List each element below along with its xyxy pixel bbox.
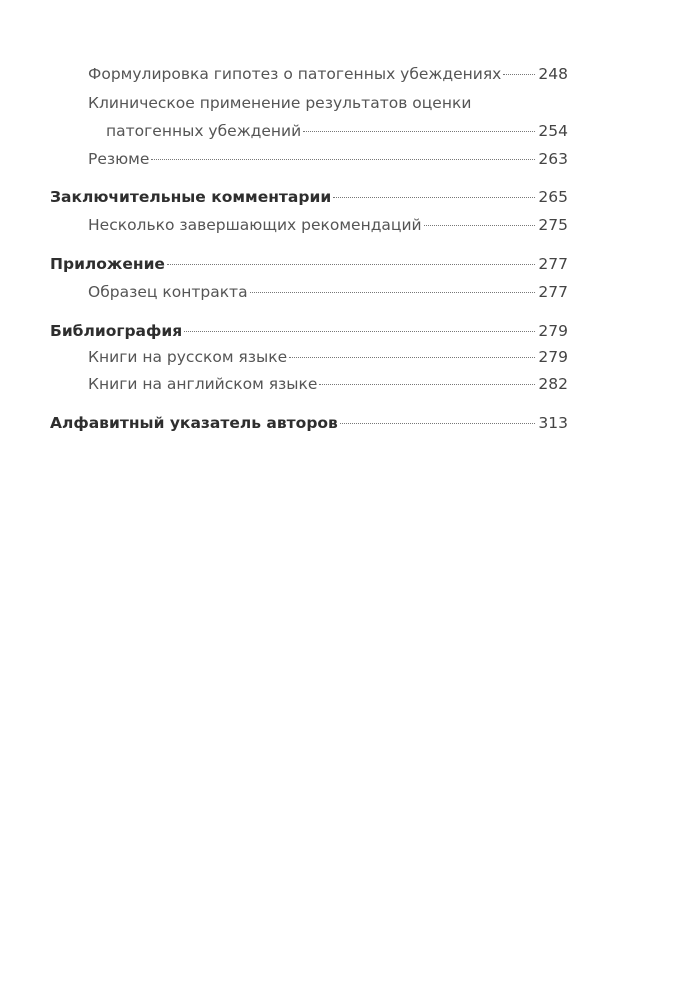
- toc-entry-title: Образец контракта: [88, 283, 248, 301]
- toc-page-number: 275: [538, 216, 568, 234]
- toc-entry-title: Несколько завершающих рекомендаций: [88, 216, 422, 234]
- toc-page-number: 313: [538, 414, 568, 432]
- toc-page-number: 263: [538, 150, 568, 168]
- toc-entry: [88, 214, 568, 236]
- dot-leader: [250, 292, 536, 293]
- toc-section-title: Библиография: [50, 322, 183, 340]
- toc-entry-title: Книги на английском языке: [88, 375, 318, 393]
- toc-entry: [106, 120, 568, 142]
- toc-section-title: Приложение: [50, 255, 165, 273]
- toc-entry: [88, 148, 568, 170]
- toc-page-number: 279: [538, 322, 568, 340]
- dot-leader: [289, 357, 535, 358]
- toc-section-entry: [50, 412, 568, 434]
- dot-leader: [167, 264, 535, 265]
- toc-entry-title-line1: Клиническое применение результатов оценки: [88, 94, 472, 112]
- toc-section-entry: [50, 186, 568, 208]
- toc-entry: [88, 346, 568, 368]
- dot-leader: [184, 331, 535, 332]
- toc-entry-title: Книги на русском языке: [88, 348, 288, 366]
- toc-section-title: Алфавитный указатель авторов: [50, 414, 338, 432]
- toc-section-entry: [50, 253, 568, 275]
- toc-page-number: 248: [538, 65, 568, 83]
- toc-entry-title: Формулировка гипотез о патогенных убеждениях: [88, 65, 502, 83]
- toc-page-number: 277: [538, 283, 568, 301]
- toc-page-number: 277: [538, 255, 568, 273]
- toc-entry-title-line2: патогенных убеждений: [106, 122, 302, 140]
- toc-entry: [88, 63, 568, 85]
- toc-entry: [88, 281, 568, 303]
- dot-leader: [340, 423, 536, 424]
- toc-entry: [88, 373, 568, 395]
- toc-page-number: 254: [538, 122, 568, 140]
- dot-leader: [424, 225, 536, 226]
- toc-section-title: Заключительные комментарии: [50, 188, 332, 206]
- dot-leader: [333, 197, 535, 198]
- dot-leader: [503, 74, 535, 75]
- toc-page-number: 282: [538, 375, 568, 393]
- dot-leader: [319, 384, 535, 385]
- toc-page-number: 265: [538, 188, 568, 206]
- toc-page-number: 279: [538, 348, 568, 366]
- toc-section-entry: [50, 320, 568, 342]
- dot-leader: [151, 159, 535, 160]
- toc-entry-title: Резюме: [88, 150, 150, 168]
- dot-leader: [303, 131, 535, 132]
